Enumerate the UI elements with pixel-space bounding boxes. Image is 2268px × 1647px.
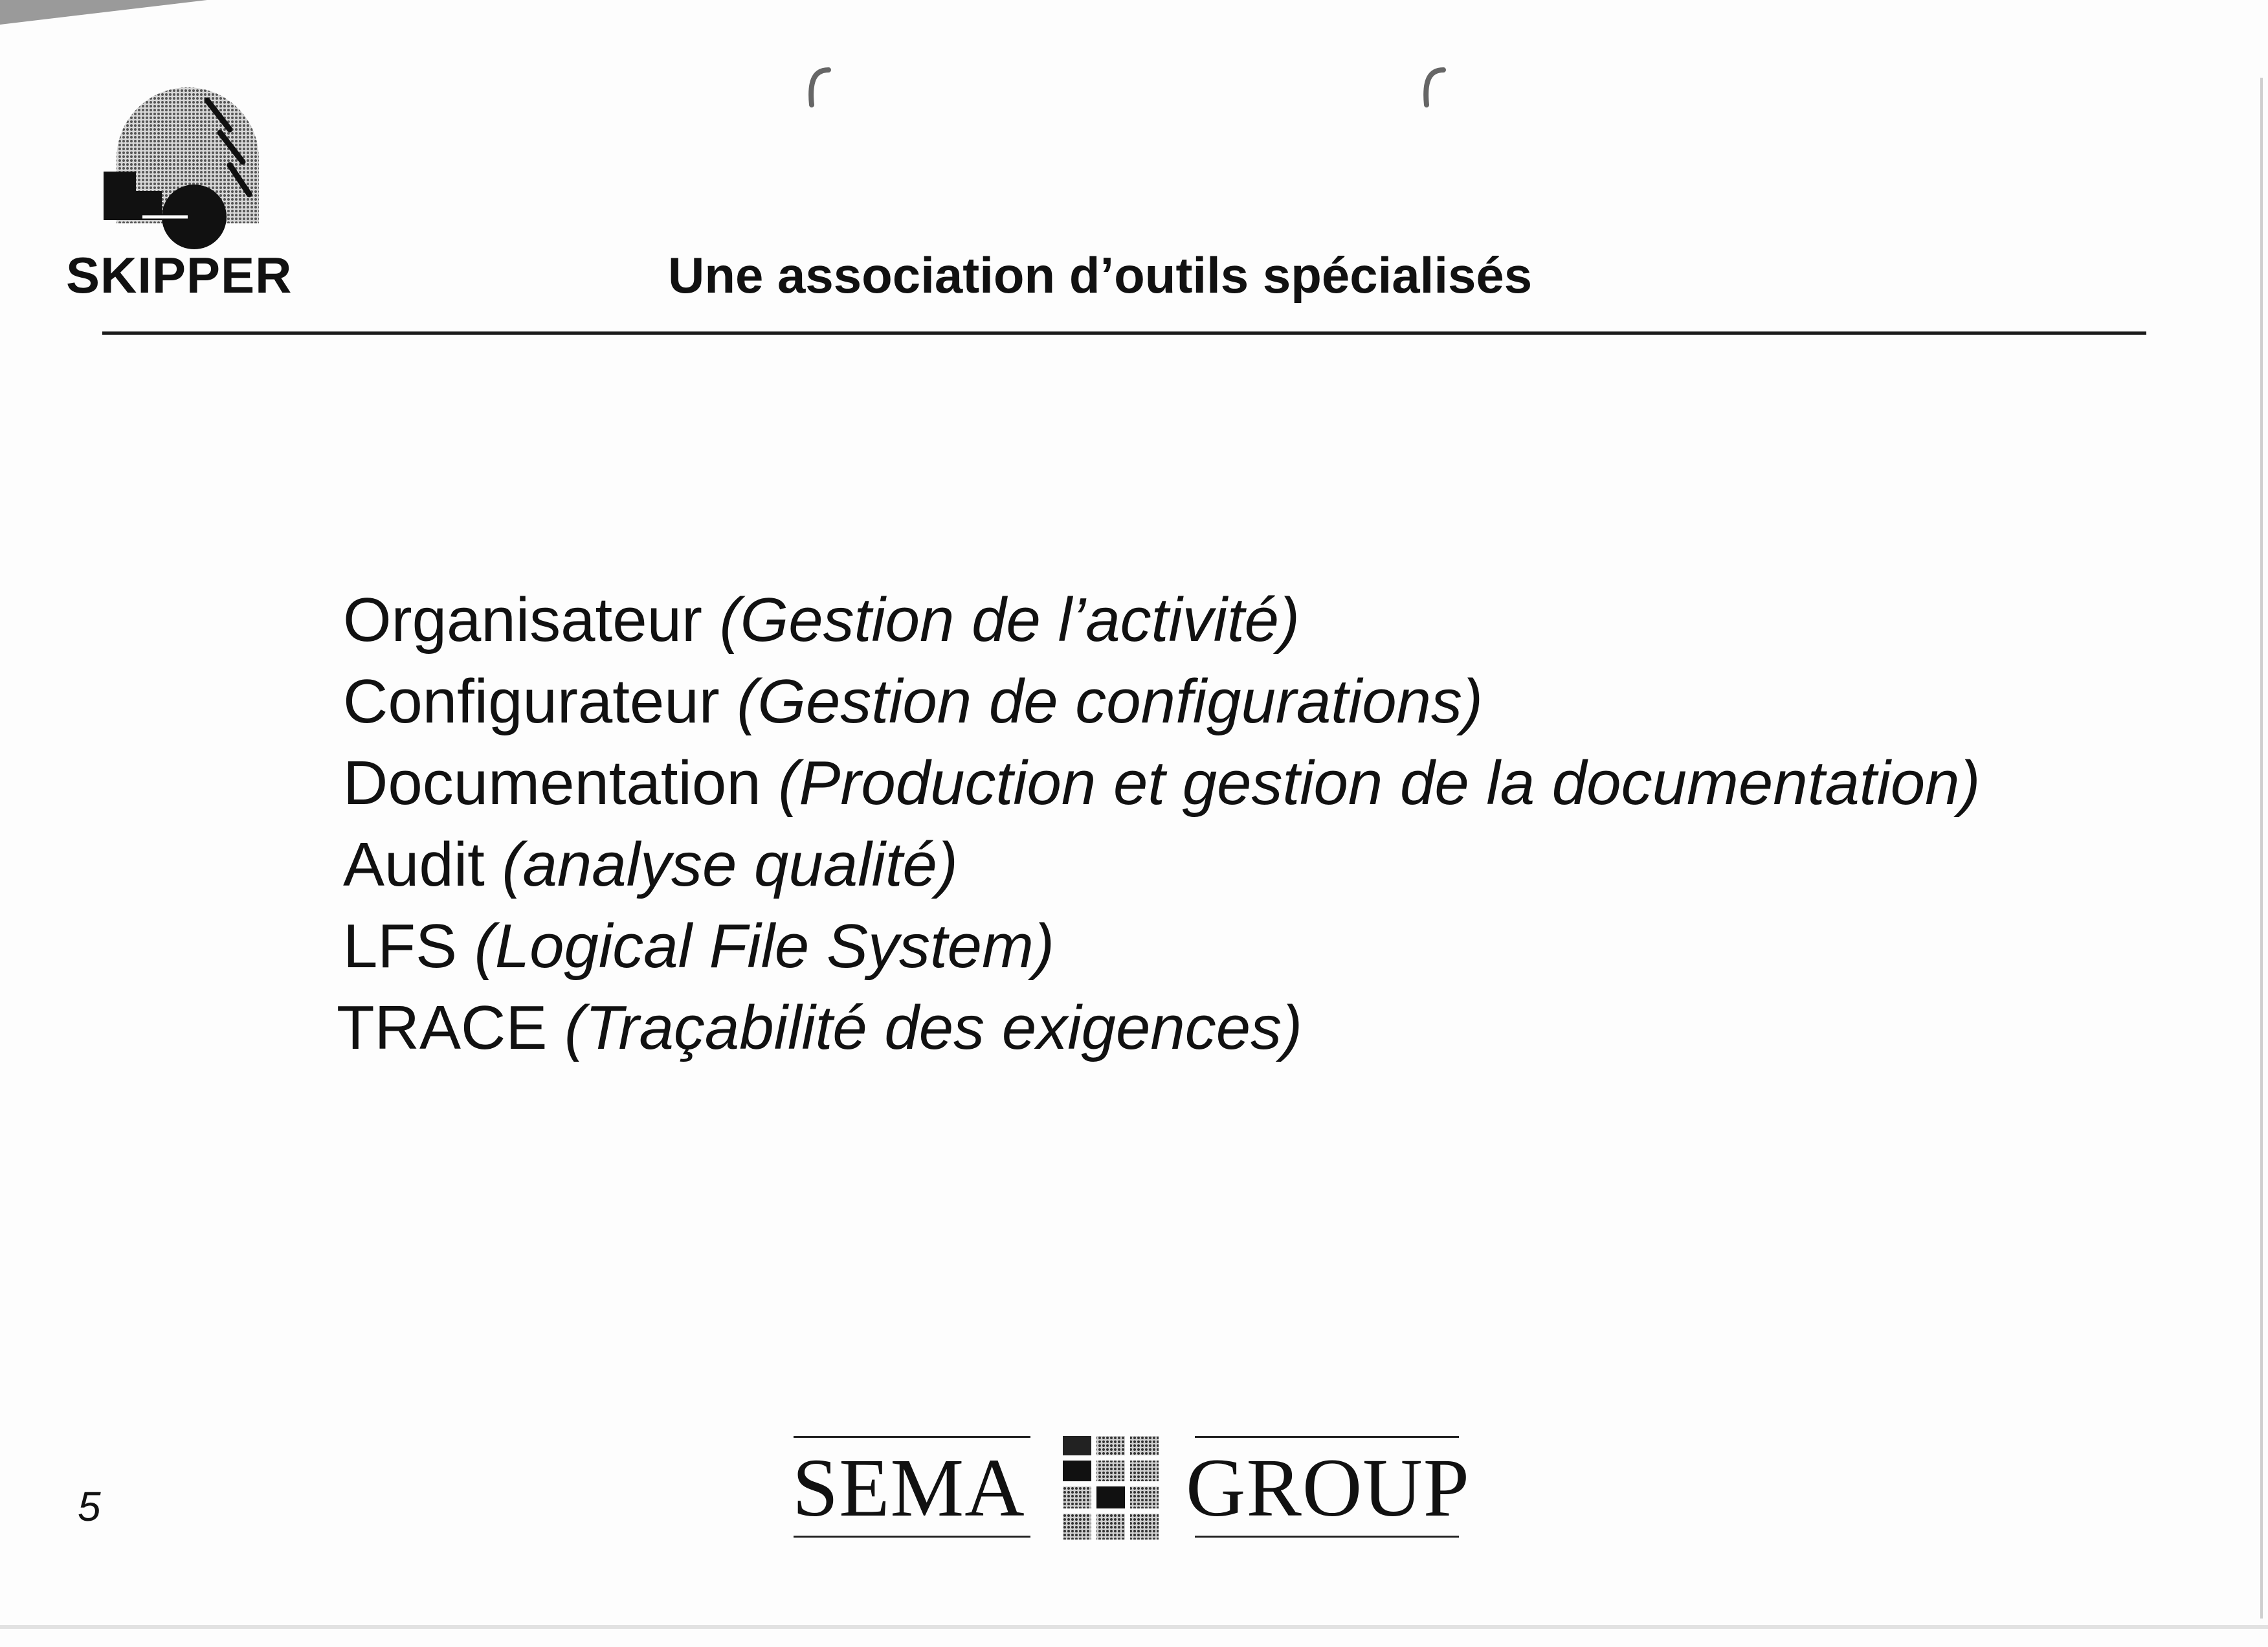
scan-edge-bottom	[0, 1625, 2268, 1629]
list-item	[343, 743, 1981, 824]
logo-rule	[1195, 1536, 1459, 1538]
punch-hole-icon	[803, 65, 841, 110]
list-item	[343, 579, 1981, 661]
list-item	[343, 661, 1981, 743]
title-divider	[102, 331, 2146, 335]
tool-description: (Gestion de configurations)	[737, 667, 1483, 736]
scan-edge-shadow	[0, 0, 207, 26]
tool-description: (Logical File System)	[474, 912, 1054, 981]
tool-name: Documentation	[343, 748, 761, 818]
tool-name: TRACE	[337, 993, 548, 1062]
skipper-logo-icon	[91, 81, 285, 249]
logo-rule	[1195, 1436, 1459, 1438]
tool-list	[337, 579, 1981, 1069]
logo-rule	[794, 1536, 1030, 1538]
tool-description: (Gestion de l’activité)	[719, 585, 1300, 655]
tool-description: (analyse qualité)	[502, 830, 958, 899]
punch-hole-icon	[1418, 65, 1456, 110]
company-name-right: GROUP	[1186, 1442, 1470, 1534]
tool-name: Configurateur	[343, 667, 720, 736]
slide-title: Une association d’outils spécialisés	[668, 247, 1533, 304]
scan-edge-right	[2260, 78, 2263, 1619]
page-number: 5	[78, 1483, 101, 1530]
sema-grid-icon	[1063, 1436, 1159, 1540]
brand-name: SKIPPER	[66, 247, 293, 304]
list-item	[337, 987, 1981, 1069]
tool-description: (Production et gestion de la documentation)	[778, 748, 1981, 818]
list-item	[343, 824, 1981, 906]
company-name-left: SEMA	[792, 1442, 1025, 1534]
tool-description: (Traçabilité des exigences)	[564, 993, 1303, 1062]
list-item	[343, 906, 1981, 987]
tool-name: Organisateur	[343, 585, 702, 655]
tool-name: Audit	[343, 830, 485, 899]
sema-group-logo	[792, 1431, 1472, 1541]
logo-rule	[794, 1436, 1030, 1438]
tool-name: LFS	[343, 912, 458, 981]
